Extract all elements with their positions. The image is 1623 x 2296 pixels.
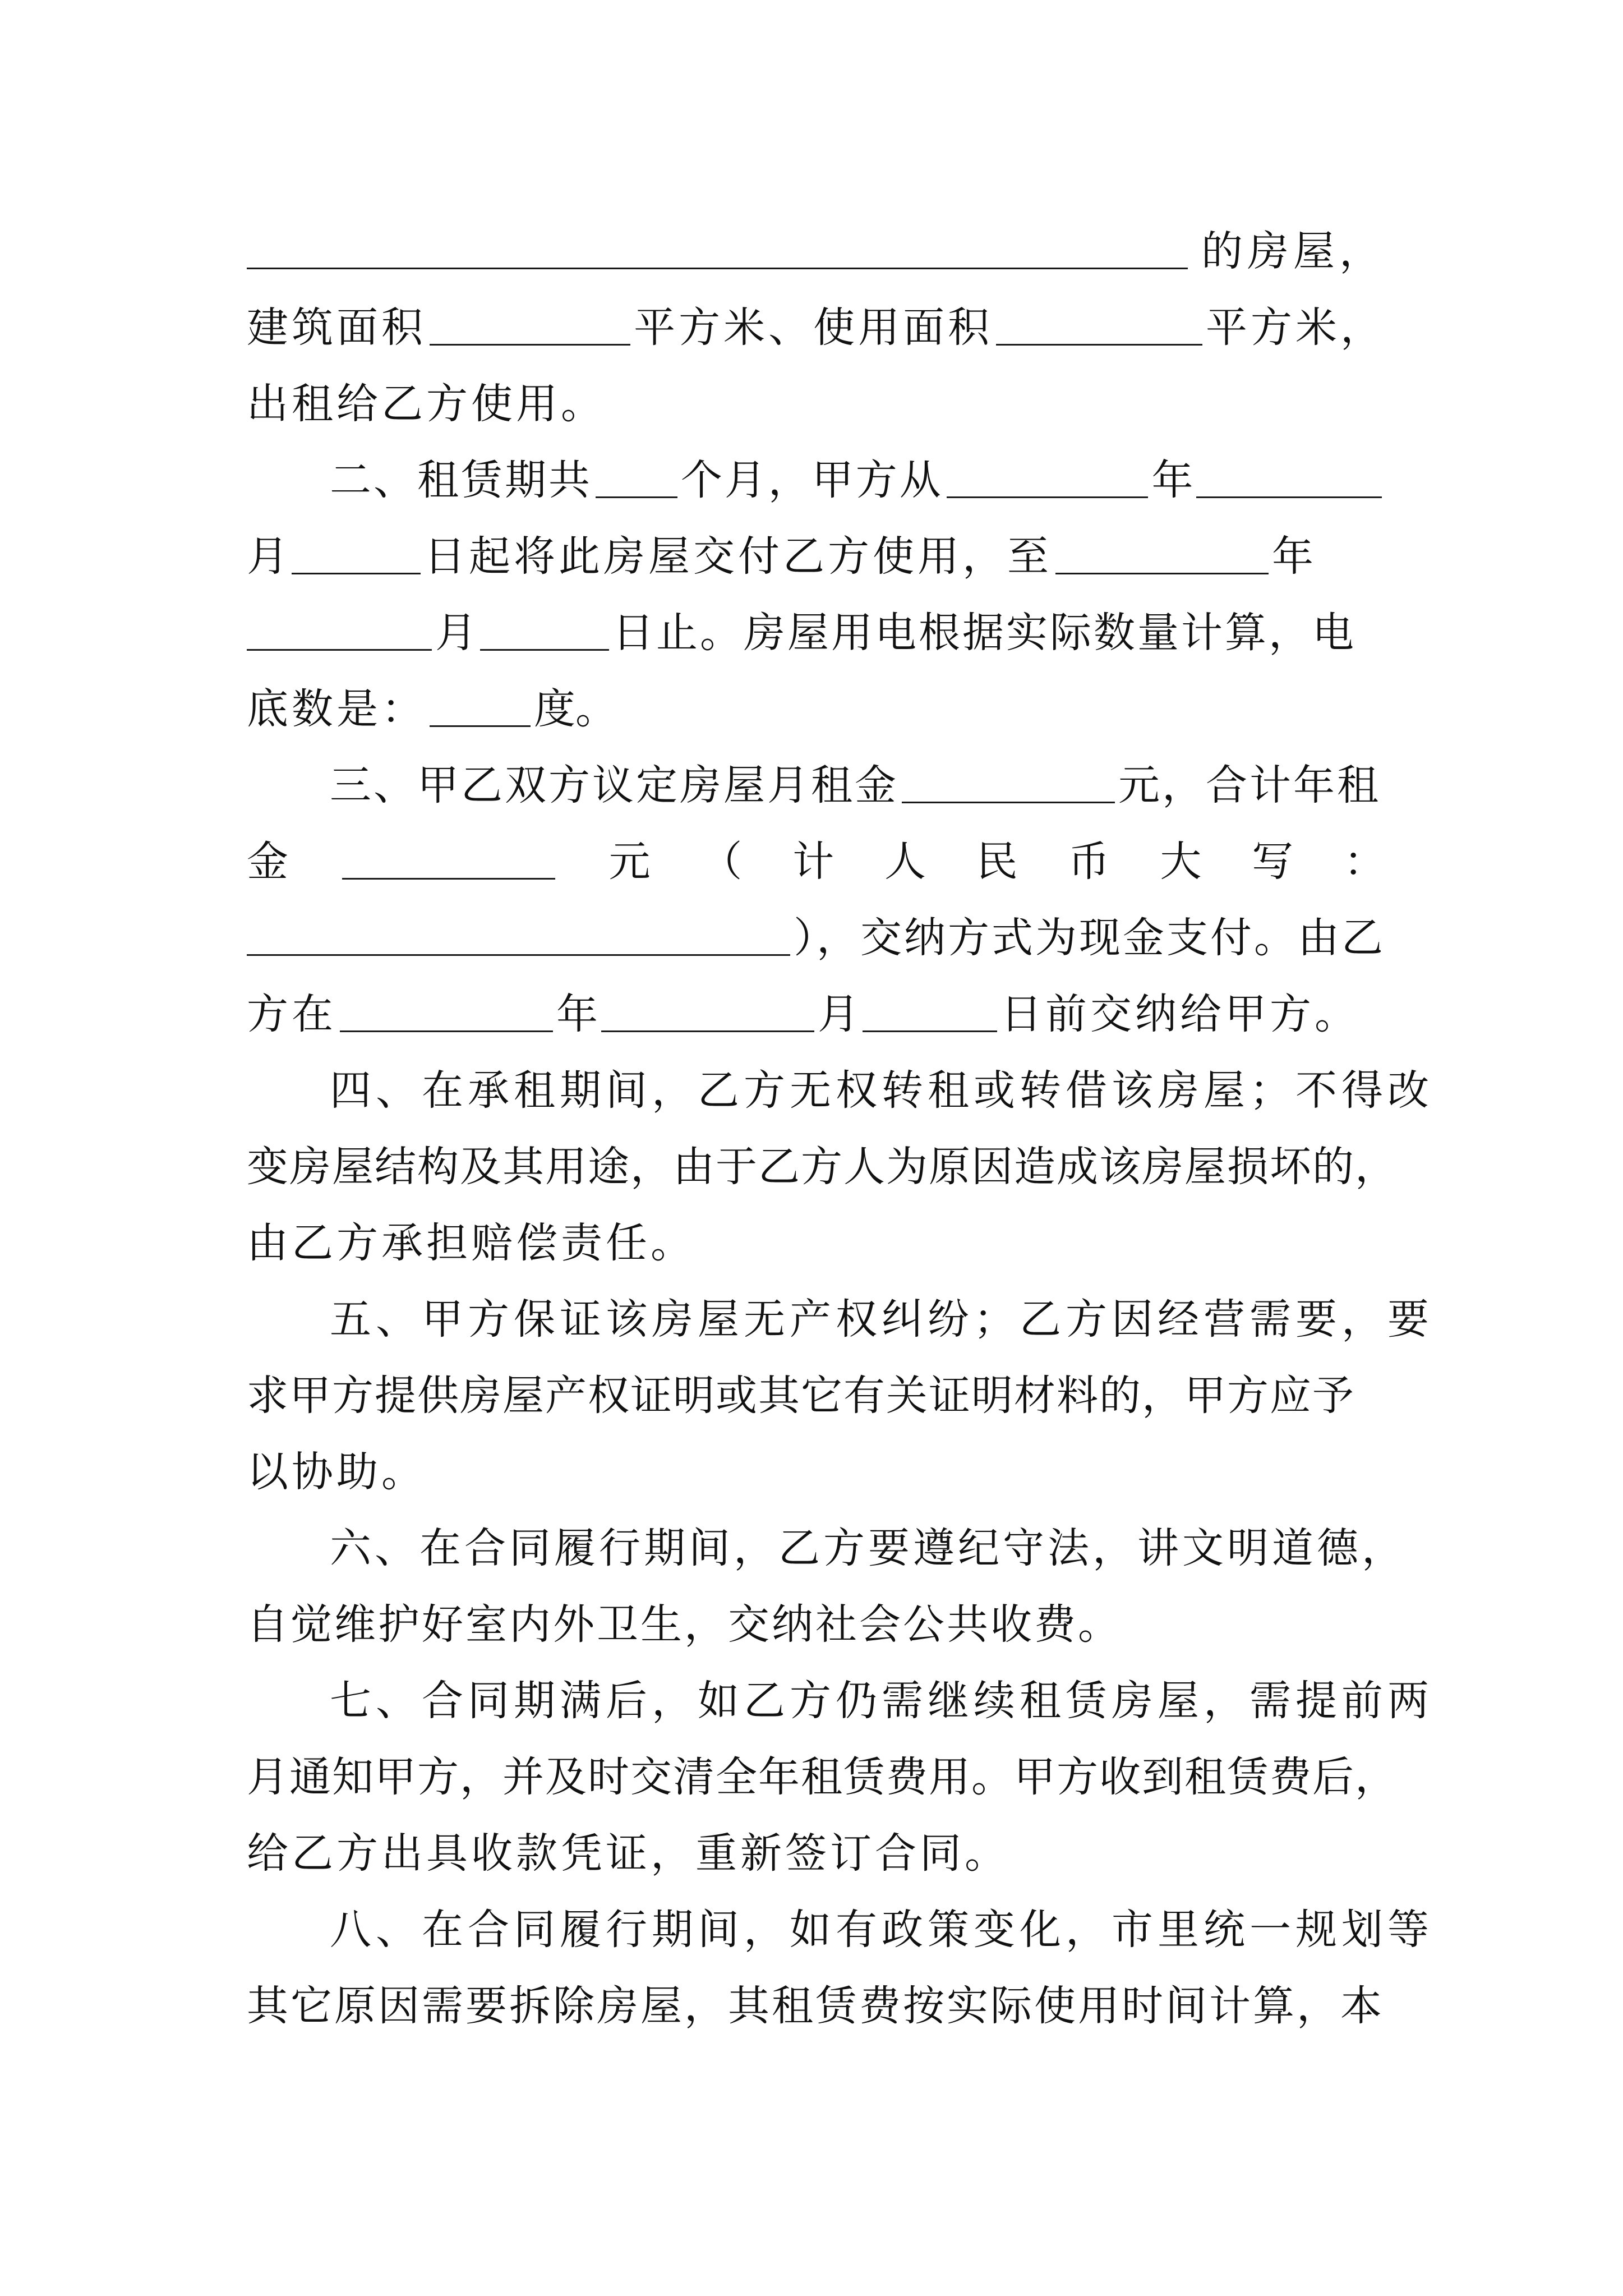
- text-sqm: 平方米，: [1206, 303, 1385, 352]
- clause-7-text-3: 给乙方出具收款凭证，重新签订合同。: [247, 1829, 1009, 1878]
- clause-5-text-2: 求甲方提供房屋产权证明或其它有关证明材料的，甲方应予: [247, 1372, 1355, 1420]
- clause-3-text-h: 民: [976, 838, 1018, 886]
- blank-end-year[interactable]: [1055, 539, 1269, 574]
- blank-end-day[interactable]: [480, 615, 609, 651]
- blank-meter-reading[interactable]: [430, 692, 531, 727]
- blank-start-year[interactable]: [947, 463, 1149, 498]
- clause-3-text-k: 写: [1252, 838, 1294, 886]
- clause-8-text-2: 其它原因需要拆除房屋，其租赁费按实际使用时间计算，本: [247, 1982, 1384, 2030]
- clause-3-line-3: [247, 900, 1385, 976]
- clause-6-line-2: [247, 1586, 1385, 1663]
- blank-pay-month[interactable]: [601, 997, 814, 1032]
- clause-2-text-f: 年: [1272, 532, 1313, 581]
- blank-capital-amount[interactable]: [247, 921, 790, 956]
- clause-3-text-m: ），交纳方式为现金支付。由乙: [794, 914, 1385, 962]
- blank-use-area[interactable]: [996, 310, 1202, 346]
- clause-7-text-2: 月通知甲方，并及时交清全年租赁费用。甲方收到租赁费后，: [247, 1753, 1398, 1801]
- clause-7-text-1: 七、合同期满后，如乙方仍需继续租赁房屋，需提前两: [330, 1677, 1433, 1725]
- clause-2-line-1: [247, 442, 1385, 518]
- clause-2-text-a: 二、租赁期共: [330, 456, 592, 504]
- clause-3-text-o: 年: [556, 990, 598, 1038]
- clause-2-text-b: 个月，甲方从: [680, 456, 943, 504]
- clause-8-text-1: 八、在合同履行期间，如有政策变化，市里统一规划等: [330, 1906, 1433, 1954]
- clause-2-line-3: [247, 595, 1385, 671]
- clause-2-line-4: [247, 671, 1385, 747]
- clause-5-text-3: 以协助。: [247, 1448, 426, 1496]
- line-area: [247, 289, 1385, 366]
- line-rent-to: [247, 366, 1385, 442]
- clause-5-line-3: [247, 1434, 1385, 1510]
- clause-4-line-1: [247, 1052, 1433, 1129]
- clause-3-text-f: 计: [792, 838, 834, 886]
- clause-2-text-h: 日止。房屋用电根据实际数量计算，电: [612, 609, 1356, 657]
- blank-months[interactable]: [596, 463, 677, 498]
- blank-start-day[interactable]: [292, 539, 421, 574]
- blank-pay-year[interactable]: [340, 997, 553, 1032]
- blank-pay-day[interactable]: [863, 997, 997, 1032]
- clause-3-text-p: 月: [818, 990, 859, 1038]
- text-sqm-use-area: 平方米、使用面积: [634, 303, 993, 352]
- blank-start-month[interactable]: [1196, 463, 1382, 498]
- clause-3-text-g: 人: [884, 838, 926, 886]
- clause-2-text-e: 日起将此房屋交付乙方使用，至: [424, 532, 1052, 581]
- clause-3-text-q: 日前交纳给甲方。: [1000, 990, 1359, 1038]
- clause-2-text-d: 月: [247, 532, 288, 581]
- clause-2-text-c: 年: [1151, 456, 1193, 504]
- clause-8-line-1: [247, 1892, 1433, 1968]
- clause-7-line-2: [247, 1739, 1398, 1815]
- clause-3-text-a: 三、甲乙双方议定房屋月租金: [330, 761, 898, 809]
- blank-monthly-rent[interactable]: [902, 768, 1115, 803]
- text-rent-to: 出租给乙方使用。: [247, 380, 606, 428]
- clause-3-text-c: 金: [247, 838, 288, 886]
- clause-3-text-d: 元: [608, 838, 651, 886]
- clause-6-line-1: [247, 1510, 1407, 1586]
- clause-3-text-e: （: [700, 838, 743, 886]
- clause-2-text-j: 度。: [534, 685, 617, 733]
- clause-2-text-g: 月: [435, 609, 477, 657]
- clause-4-text-2: 变房屋结构及其用途，由于乙方人为原因造成该房屋损坏的，: [247, 1143, 1398, 1191]
- contract-page: [247, 213, 1433, 2044]
- clause-7-line-1: [247, 1663, 1433, 1739]
- blank-building-area[interactable]: [430, 310, 630, 346]
- blank-end-month[interactable]: [247, 615, 432, 651]
- clause-5-line-1: [247, 1281, 1433, 1358]
- clause-2-line-2: [247, 518, 1385, 595]
- clause-8-line-2: [247, 1968, 1385, 2044]
- clause-5-line-2: [247, 1358, 1385, 1434]
- clause-3-text-b: 元，合计年租: [1118, 761, 1381, 809]
- clause-3-line-4: [247, 976, 1385, 1052]
- clause-4-text-3: 由乙方承担赔偿责任。: [247, 1219, 695, 1267]
- text-house: 的房屋，: [1201, 227, 1385, 275]
- clause-6-text-2: 自觉维护好室内外卫生，交纳社会公共收费。: [247, 1600, 1122, 1649]
- clause-3-text-j: 大: [1160, 838, 1202, 886]
- clause-3-text-n: 方在: [247, 990, 336, 1038]
- clause-4-line-3: [247, 1205, 1385, 1281]
- clause-5-text-1: 五、甲方保证该房屋无产权纠纷；乙方因经营需要，要: [330, 1295, 1433, 1343]
- clause-3-line-2: [247, 823, 1385, 900]
- clause-2-text-i: 底数是：: [247, 685, 426, 733]
- blank-annual-rent[interactable]: [342, 844, 555, 880]
- blank-address[interactable]: [247, 234, 1188, 269]
- line-address: [247, 213, 1385, 289]
- clause-4-text-1: 四、在承租期间，乙方无权转租或转借该房屋；不得改: [330, 1066, 1433, 1115]
- clause-4-line-2: [247, 1129, 1398, 1205]
- clause-6-text-1: 六、在合同履行期间，乙方要遵纪守法，讲文明道德，: [330, 1524, 1407, 1572]
- clause-3-line-1: [247, 747, 1385, 823]
- clause-7-line-3: [247, 1815, 1385, 1892]
- text-building-area: 建筑面积: [247, 303, 426, 352]
- clause-3-text-i: 币: [1068, 838, 1110, 886]
- clause-3-text-l: ：: [1343, 838, 1385, 886]
